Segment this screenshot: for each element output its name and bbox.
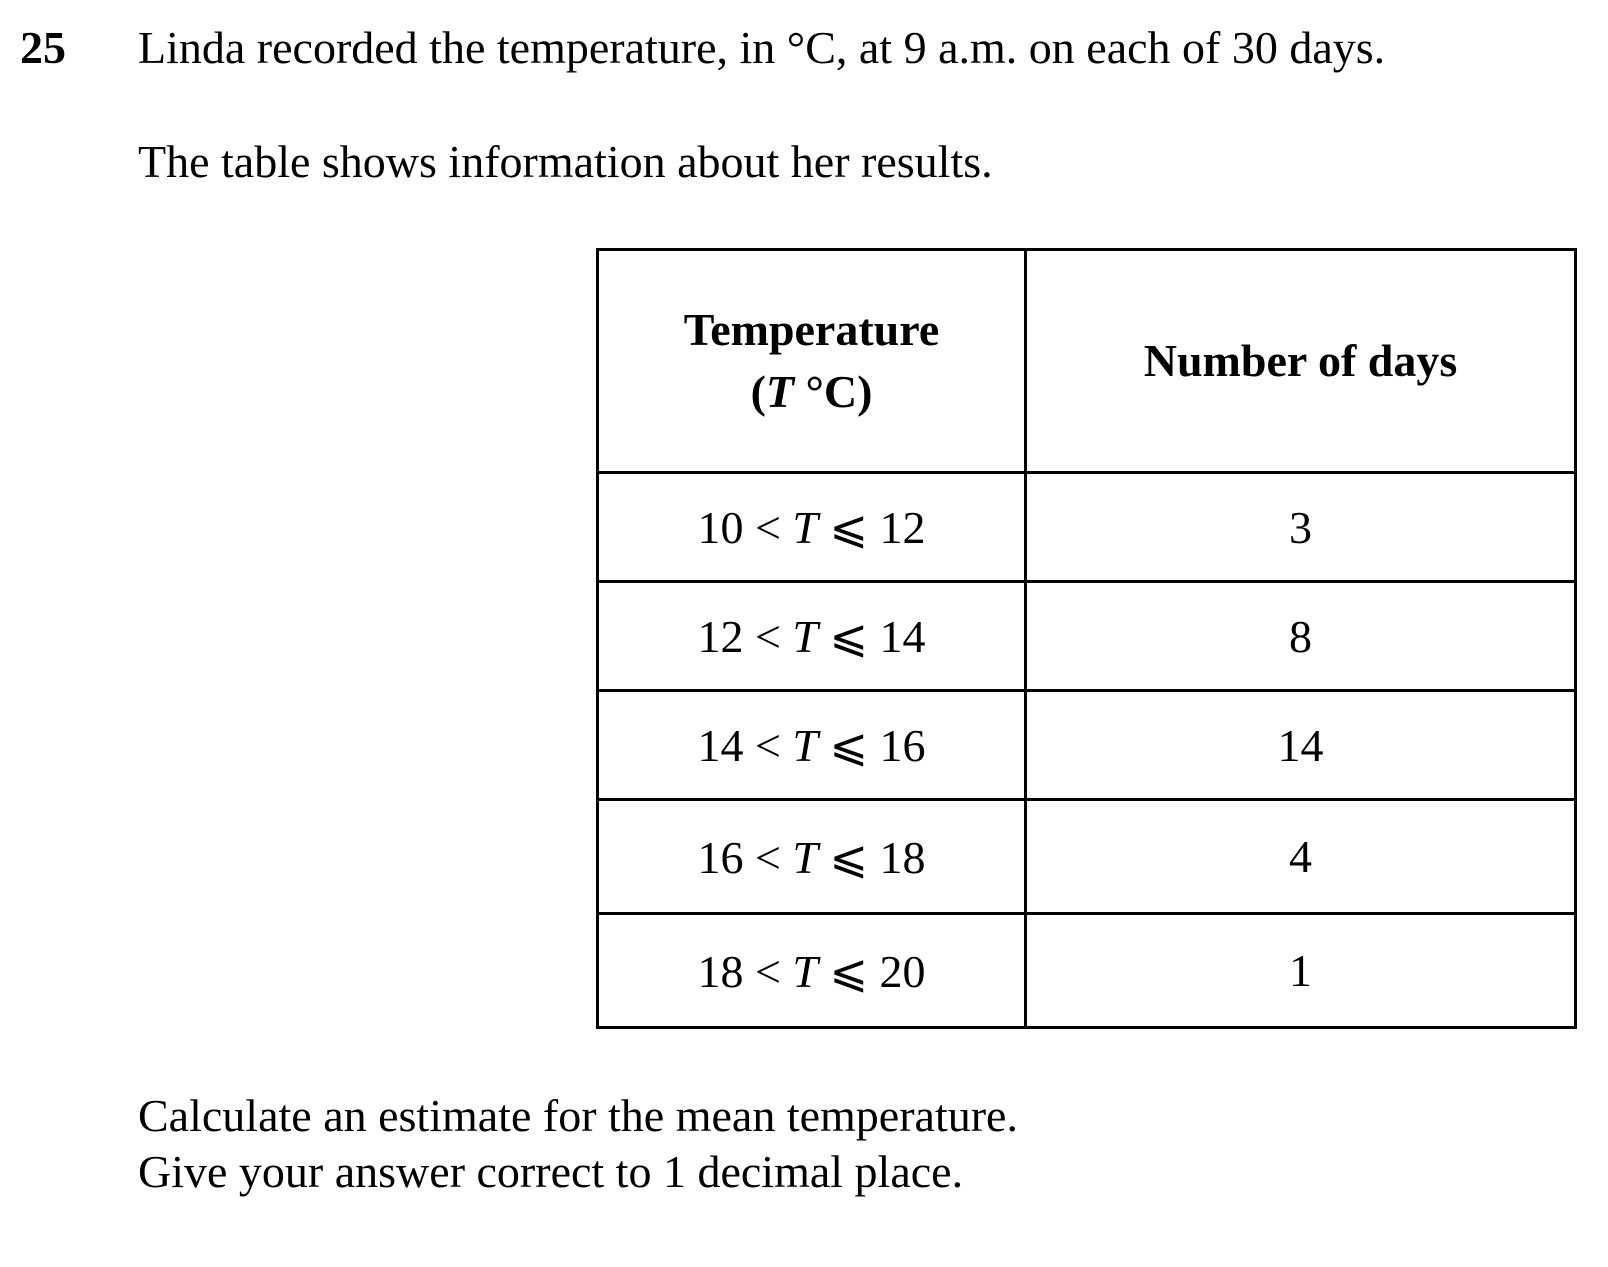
table-row [598,473,1576,582]
table-intro: The table shows information about her results. [138,136,993,187]
header-temperature [598,250,1026,473]
header-days: Number of days [1026,250,1576,473]
days-count: 8 [1026,582,1576,691]
question-intro: Linda recorded the temperature, in °C, at 9 a.m. on each of 30 days. [138,22,1386,73]
temperature-class: 18 < T ⩽ 20 [598,914,1026,1028]
table-row [598,800,1576,914]
days-count: 4 [1026,800,1576,914]
instruction-rounding: Give your answer correct to 1 decimal place. [138,1146,964,1197]
table-row [598,582,1576,691]
temperature-class: 14 < T ⩽ 16 [598,691,1026,800]
instruction-calculate: Calculate an estimate for the mean temperature. [138,1090,1018,1141]
table-row [598,914,1576,1028]
question-number: 25 [20,22,66,73]
table-header-row [598,250,1576,473]
temperature-class: 12 < T ⩽ 14 [598,582,1026,691]
days-count: 3 [1026,473,1576,582]
temperature-class: 10 < T ⩽ 12 [598,473,1026,582]
header-temperature-variable: T [765,366,794,417]
header-temperature-unit: (T °C) [750,366,873,417]
days-count: 14 [1026,691,1576,800]
days-count: 1 [1026,914,1576,1028]
frequency-table [596,248,1577,1029]
table-row [598,691,1576,800]
temperature-class: 16 < T ⩽ 18 [598,800,1026,914]
header-temperature-title: Temperature [683,304,940,355]
